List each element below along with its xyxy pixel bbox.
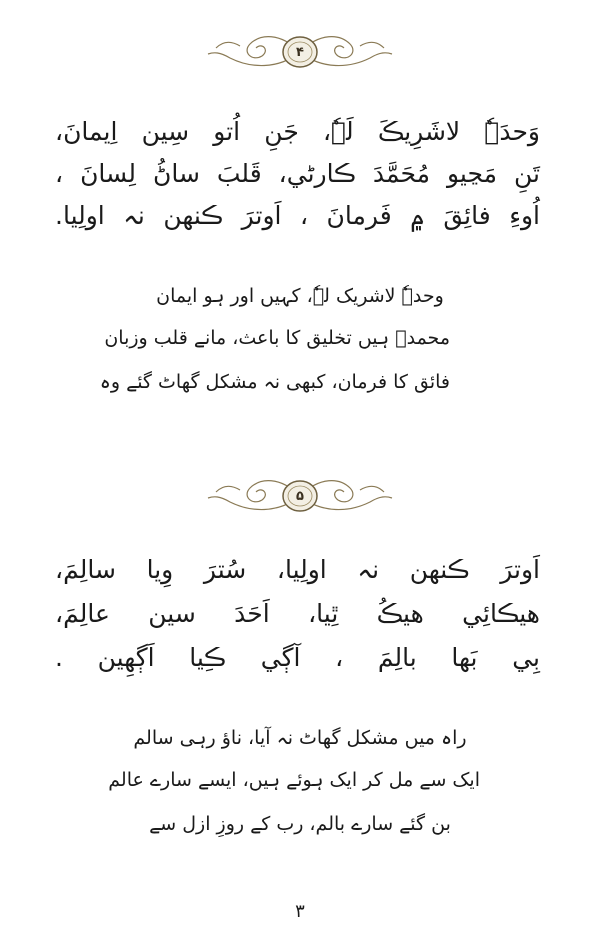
urdu-line: فائق کا فرمان، کبھی نہ مشکل گھاٹ گئے وہ xyxy=(99,371,450,393)
verse-number: ۵ xyxy=(296,488,304,504)
urdu-line: وحدہٗ لاشریک لہٗ، کہیں اور ہو ایمان xyxy=(156,285,444,307)
sindhi-line: هيڪائِي هيڪُ ٿِيا، اَحَدَ سين عالِمَ، xyxy=(55,599,540,628)
ornament-header-2 xyxy=(200,466,400,526)
urdu-line: راہ میں مشکل گھاٹ نہ آیا، ناؤ رہی سالم xyxy=(133,727,467,749)
page-number: ۳ xyxy=(295,901,305,922)
sindhi-line: اُوءِ فائِقَ ۾ فَرمانَ ، اَوترَ ڪنهن نہ اولِيا. xyxy=(55,201,540,230)
ornament-header-1 xyxy=(200,22,400,82)
urdu-line: محمدؐ ہیں تخلیق کا باعث، مانے قلب وزبان xyxy=(104,327,450,349)
urdu-line: بن گئے سارے بالم، رب کے روزِ ازل سے xyxy=(149,813,451,835)
sindhi-line: بِي بَها بالِمَ ، آڳي ڪِيا اَڳهِين . xyxy=(55,643,540,672)
urdu-line: ایک سے مل کر ایک ہوئے ہیں، ایسے سارے عالم xyxy=(108,769,480,791)
verse-number: ۴ xyxy=(296,44,304,60)
sindhi-line: تَنِ مَڃيو مُحَمَّدَ ڪارڻي، قَلبَ ساڻُ لِسانَ ، xyxy=(55,159,540,188)
sindhi-line: اَوترَ ڪنهن نہ اولِيا، سُترَ وِيا سالِمَ، xyxy=(55,555,540,584)
sindhi-line: وَحدَہٗ لاشَرِيڪَ لَہٗ، جَنِ اُتو سِين اِيمانَ، xyxy=(55,117,540,146)
